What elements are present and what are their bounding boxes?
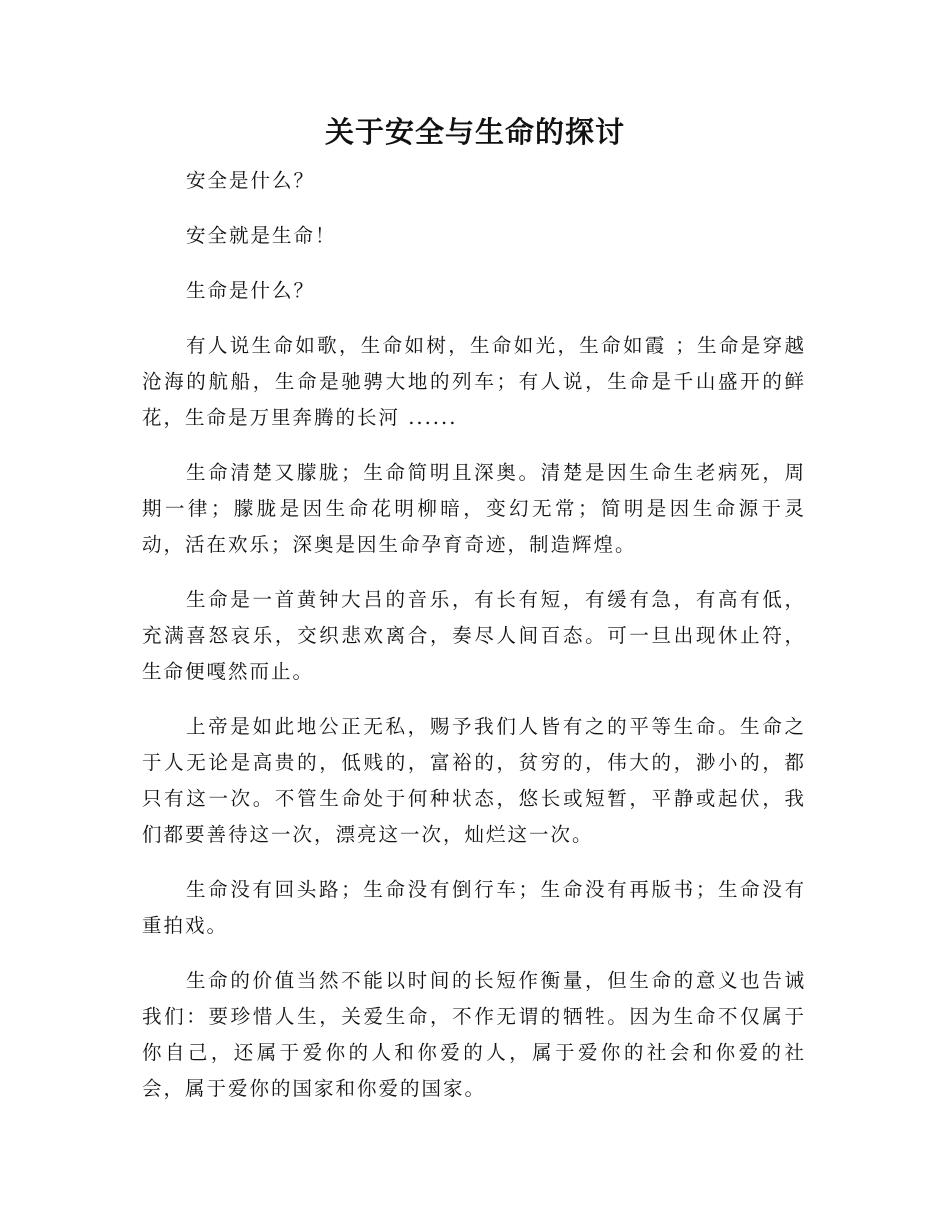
paragraph-value-of-life: 生命的价值当然不能以时间的长短作衡量，但生命的意义也告诫我们：要珍惜人生，关爱生命，不作无谓的牺牲。因为生命不仅属于你自己，还属于爱你的人和你爱的人，属于爱你的社会和你爱的社会，属于爱你的国家和你爱的国家。	[142, 969, 806, 1100]
paragraph-life-music: 生命是一首黄钟大吕的音乐，有长有短，有缓有急，有高有低，充满喜怒哀乐，交织悲欢离合，奏尽人间百态。可一旦出现休止符，生命便嘎然而止。	[142, 588, 806, 683]
document-body	[142, 163, 806, 1126]
paragraph-life-clear-and-hazy: 生命清楚又朦胧；生命简明且深奥。清楚是因生命生老病死，周期一律；朦胧是因生命花明柳暗，变幻无常；简明是因生命源于灵动，活在欢乐；深奥是因生命孕育奇迹，制造辉煌。	[142, 461, 806, 556]
paragraph-question-safety: 安全是什么？	[186, 169, 316, 192]
paragraph-question-life: 生命是什么？	[186, 279, 316, 302]
paragraph-life-equality: 上帝是如此地公正无私，赐予我们人皆有之的平等生命。生命之于人无论是高贵的，低贱的，富裕的，贫穷的，伟大的，渺小的，都只有这一次。不管生命处于何种状态，悠长或短暂，平静或起伏，我们都要善待这一次，漂亮这一次，灿烂这一次。	[142, 715, 806, 846]
paragraph-no-return: 生命没有回头路；生命没有倒行车；生命没有再版书；生命没有重拍戏。	[142, 878, 806, 937]
document-title: 关于安全与生命的探讨	[324, 115, 625, 149]
paragraph-answer-safety: 安全就是生命！	[186, 224, 337, 247]
paragraph-life-metaphors: 有人说生命如歌，生命如树，生命如光，生命如霞 ；生命是穿越沧海的航船，生命是驰骋大地的列车；有人说，生命是千山盛开的鲜花，生命是万里奔腾的长河 ......	[142, 334, 806, 429]
